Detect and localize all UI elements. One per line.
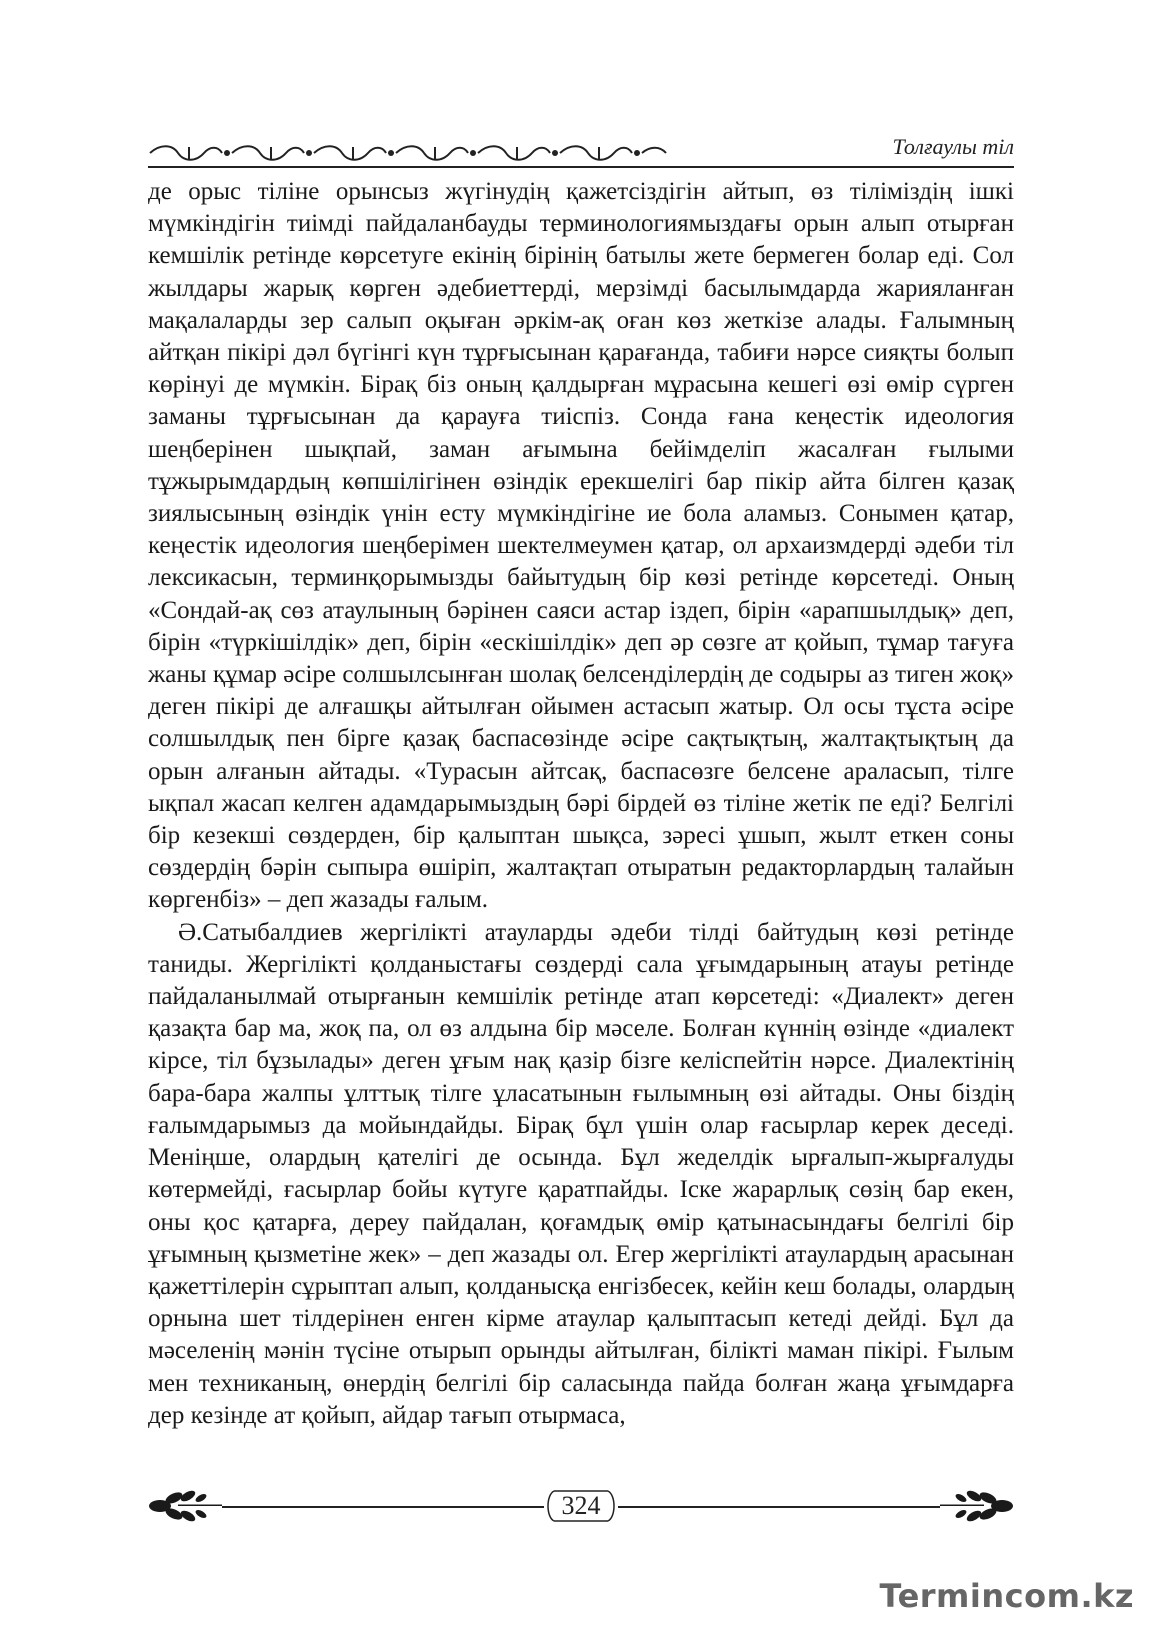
page-number-frame (546, 1487, 616, 1525)
watermark: Termincom.kz (879, 1577, 1134, 1615)
leaf-ornament-icon (148, 1489, 224, 1523)
page-number: 324 (561, 1491, 601, 1520)
paragraph: де орыс тіліне орынсыз жүгінудің қажетсіздігін айтып, өз тіліміздің ішкі мүмкіндігін тиімді пайдаланбауды терминологиямыздағы орын алып отырған кемшілік ретінде көрсетуге екінің бірінің батылы жете бермеген болар еді. Сол жылдары жарық көрген әдебиеттерді, мерзімді басылымдарда жарияланған мақалаларды зер салып оқыған әркім-ақ оған көз жеткізе алады. Ғалымның айтқан пікірі дәл бүгінгі күн тұрғысынан қарағанда, табиғи нәрсе сияқты болып көрінуі де мүмкін. Бірақ біз оның қалдырған мұрасына кешегі өзі өмір сүрген заманы тұрғысынан да қарауға тиіспіз. Сонда ғана кеңестік идеология шеңберінен шықпай, заман ағымына бейімделіп жасалған ғылыми тұжырымдардың көпшілігінен өзіндік ерекшелігі бар пікір айта білген қазақ зиялысының өзіндік үнін есту мүмкіндігіне ие бола аламыз. Сонымен қатар, кеңестік идеология шеңберімен шектелмеумен қатар, ол архаизмдерді әдеби тіл лексикасын, терминқорымызды байытудың бір көзі ретінде көрсетеді. Оның «Сондай-ақ сөз атаулының бәрінен саяси астар іздеп, бірін «арапшылдық» деп, бірін «түркішілдік» деп, бірін «ескішілдік» деп әр сөзге ат қойып, тұмар тағуға жаны құмар әсіре солшылсынған шолақ белсенділердің де содыры аз тиген жоқ» деген пікірі де алғашқы айтылған ойымен астасып жатыр. Ол осы тұста әсіре солшылдық пен бірге қазақ баспасөзінде әсіре сақтықтың, жалтақтықтың да орын алғанын айтады. «Турасын айтсақ, баспасөзге белсене араласып, тілге ықпал жасап келген адамдарымыздың бәрі бірдей өз тіліне жетік пе еді? Белгілі бір кезекші сөздерден, бір қалыптан шықса, зәресі ұшып, жылт еткен соны сөздердің бәрін сыпыра өшіріп, жалтақтап отыратын редакторлардың талайын көргенбіз» – деп жазады ғалым. (148, 178, 1014, 914)
footer-rule-left (222, 1506, 544, 1508)
running-header (148, 128, 1014, 170)
header-rule (148, 166, 1014, 168)
leaf-ornament-icon (938, 1489, 1014, 1523)
footer-rule-right (618, 1506, 940, 1508)
page-footer (148, 1487, 1014, 1527)
running-title: Толғаулы тіл (892, 134, 1014, 159)
scroll-ornament-icon (148, 142, 668, 164)
body-text (148, 176, 1014, 1432)
paragraph: Ә.Сатыбалдиев жергілікті атауларды әдеби тілді байтудың көзі ретінде таниды. Жергілікті қолданыстағы сөздерді сала ұғымдарының атауы ретінде пайдаланылмай отырғанын кемшілік ретінде атап көрсетеді: «Диалект» деген қазақта бар ма, жоқ па, ол өз алдына бір мәселе. Болған күннің өзінде «диалект кірсе, тіл бұзылады» деген ұғым нақ қазір бізге келіспейтін нәрсе. Диалектінің бара-бара жалпы ұлттық тілге ұласатынын ғылымның өзі айтады. Оны біздің ғалымдарымыз да мойындайды. Бірақ бұл үшін олар ғасырлар керек деседі. Меніңше, олардың қателігі де осында. Бұл жеделдік ырғалып-жырғалуды көтермейді, ғасырлар бойы күтуге қаратпайды. Іске жарарлық сөзің бар екен, оны қос қатарға, дереу пайдалан, қоғамдық өмір қатынасындағы белгілі бір ұғымның қызметіне жек» – деп жазады ол. Егер жергілікті атаулардың арасынан қажеттілерін сұрыптап алып, қолданысқа енгізбесек, кейін кеш болады, олардың орнына шет тілдерінен енген кірме атаулар қалыптасып кетеді дейді. Бұл да мәселенің мәнін түсіне отырып орынды айтылған, білікті маман пікірі. Ғылым мен техниканың, өнердің белгілі бір саласында пайда болған жаңа ұғымдарға дер кезінде ат қойып, айдар тағып отырмаса, (148, 918, 1014, 1429)
